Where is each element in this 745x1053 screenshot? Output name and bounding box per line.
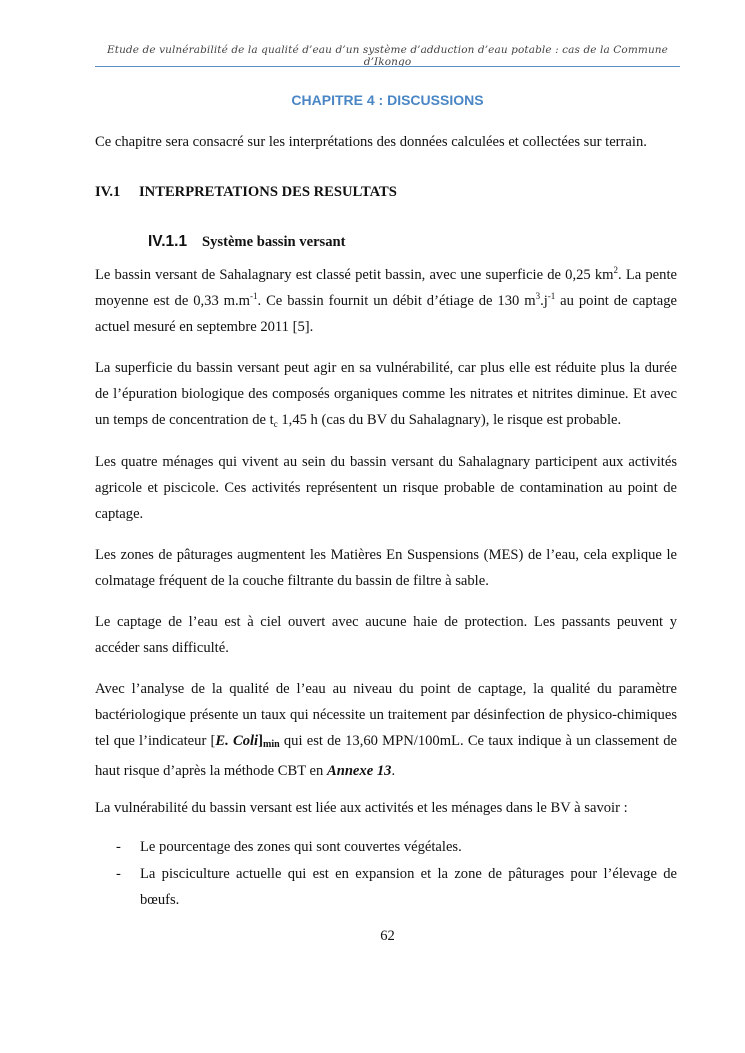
paragraph-bassin-versant bbox=[95, 262, 677, 340]
list-item bbox=[116, 861, 677, 913]
paragraph-paturages: Les zones de pâturages augmentent les Matières En Suspensions (MES) de l’eau, cela explique le colmatage fréquent de la couche filtrante du bassin de filtre à sable. bbox=[95, 547, 677, 589]
p1-sup-j: -1 bbox=[547, 291, 556, 301]
min-subscript: min bbox=[263, 739, 280, 750]
section-heading bbox=[95, 184, 397, 201]
intro-paragraph: Ce chapitre sera consacré sur les interprétations des données calculées et collectées sur terrain. bbox=[95, 134, 647, 150]
p1-text-c: . Ce bassin fournit un débit d’étiage de 130 m bbox=[257, 293, 536, 309]
p1-text-d: .j bbox=[540, 293, 548, 309]
p2-sub-c: c bbox=[273, 419, 278, 429]
subsection-number: IV.1.1 bbox=[148, 233, 188, 250]
p2-text-a: La superficie du bassin versant peut agir en sa vulnérabilité, car plus elle est réduite plus la durée de l’épuration biologique des composés organiques comme les nitrates et nitrites diminue. Et avec un temps de concentration de t bbox=[95, 360, 677, 428]
paragraph-analyse bbox=[95, 676, 677, 784]
p6-text-b: qui est de 13,60 MPN/100mL. Ce taux indique à un classement de haut risque d’après la méthode CBT en bbox=[95, 733, 678, 779]
list-dash: - bbox=[116, 839, 121, 855]
paragraph-captage: Le captage de l’eau est à ciel ouvert avec aucune haie de protection. Les passants peuvent y accéder sans difficulté. bbox=[95, 614, 677, 656]
paragraph-superficie bbox=[95, 355, 677, 433]
subsection-title: Système bassin versant bbox=[202, 234, 346, 250]
running-header: Etude de vulnérabilité de la qualité d’eau d’un système d’adduction d’eau potable : cas de la Commune d’Ikongo bbox=[106, 44, 668, 68]
ecoli-term: E. Coli bbox=[215, 733, 259, 749]
list-item bbox=[116, 834, 677, 860]
subsection-heading bbox=[148, 233, 346, 251]
p1-text-a: Le bassin versant de Sahalagnary est classé petit bassin, avec une superficie de 0,25 km bbox=[95, 267, 614, 283]
list-item-text: Le pourcentage des zones qui sont couvertes végétales. bbox=[140, 839, 462, 855]
paragraph-menages: Les quatre ménages qui vivent au sein du bassin versant du Sahalagnary participent aux activités agricole et piscicole. Ces activités représentent un risque probable de contamination au point de captage. bbox=[95, 454, 677, 522]
annexe-reference: Annexe 13 bbox=[326, 763, 392, 779]
p1-sup-km2: 2 bbox=[613, 265, 619, 275]
section-number: IV.1 bbox=[95, 184, 121, 200]
p1-sup-m: -1 bbox=[250, 291, 258, 301]
chapter-title: CHAPITRE 4 : DISCUSSIONS bbox=[291, 92, 484, 108]
p6-bracket: ] bbox=[258, 733, 263, 749]
p1-sup-m3: 3 bbox=[535, 291, 541, 301]
p1-text-e: au point de captage actuel mesuré en septembre 2011 [5]. bbox=[95, 293, 678, 335]
p2-text-b: 1,45 h (cas du BV du Sahalagnary), le risque est probable. bbox=[277, 412, 622, 428]
section-title: INTERPRETATIONS DES RESULTATS bbox=[139, 184, 397, 200]
p6-text-a: Avec l’analyse de la qualité de l’eau au niveau du point de captage, la qualité du paramètre bactériologique présente un taux qui nécessite un traitement par désinfection de physico-chimiques tel que l’indicateur [ bbox=[95, 681, 677, 749]
header-divider bbox=[95, 66, 680, 67]
page-number: 62 bbox=[380, 928, 395, 944]
p6-text-c: . bbox=[391, 763, 396, 779]
list-dash: - bbox=[116, 866, 121, 882]
p1-text-b: . La pente moyenne est de 0,33 m.m bbox=[95, 267, 677, 309]
paragraph-vulnerabilite: La vulnérabilité du bassin versant est liée aux activités et les ménages dans le BV à savoir : bbox=[95, 800, 628, 816]
list-item-text: La pisciculture actuelle qui est en expansion et la zone de pâturages pour l’élevage de bœufs. bbox=[140, 866, 677, 908]
